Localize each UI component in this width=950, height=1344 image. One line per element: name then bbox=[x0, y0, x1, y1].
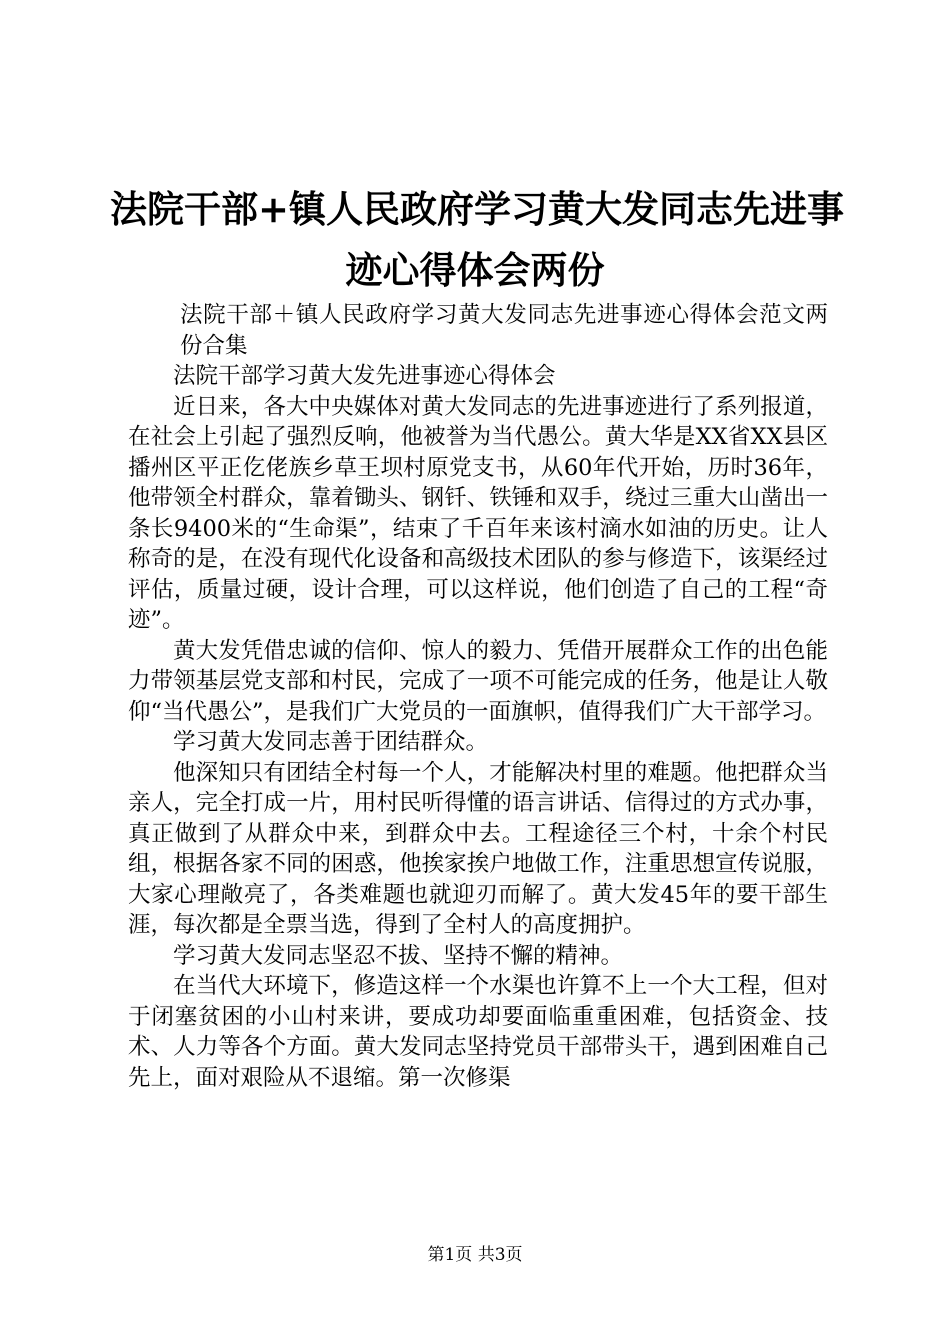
body-paragraph: 他深知只有团结全村每一个人，才能解决村里的难题。他把群众当亲人，完全打成一片，用村民听得懂的语言讲话、信得过的方式办事，真正做到了从群众中来，到群众中去。工程途径三个村，十余个村民组，根据各家不同的困惑，他挨家挨户地做工作，注重思想宣传说服，大家心理敞亮了，各类难题也就迎刃而解了。黄大发45年的要干部生涯，每次都是全票当选，得到了全村人的高度拥护。 bbox=[128, 759, 828, 938]
subtitle-paragraph: 法院干部＋镇人民政府学习黄大发同志先进事迹心得体会范文两份合集 bbox=[180, 302, 828, 359]
section-heading: 法院干部学习黄大发先进事迹心得体会 bbox=[173, 363, 556, 389]
body-paragraph: 在当代大环境下，修造这样一个水渠也许算不上一个大工程，但对于闭塞贫困的小山村来讲，要成功却要面临重重困难，包括资金、技术、人力等各个方面。黄大发同志坚持党员干部带头干，遇到困难自己先上，面对艰险从不退缩。第一次修渠 bbox=[128, 973, 828, 1091]
document-body bbox=[128, 300, 828, 1093]
document-title-line-2: 迹心得体会两份 bbox=[345, 248, 605, 292]
document-title-line-1: 法院干部+镇人民政府学习黄大发同志先进事 bbox=[110, 187, 845, 231]
body-paragraph: 黄大发凭借忠诚的信仰、惊人的毅力、凭借开展群众工作的出色能力带领基层党支部和村民，完成了一项不可能完成的任务，他是让人敬仰“当代愚公”，是我们广大党员的一面旗帜，值得我们广大干部学习。 bbox=[128, 637, 828, 725]
page-footer: 第1页 共3页 bbox=[427, 1245, 523, 1265]
body-paragraph: 近日来，各大中央媒体对黄大发同志的先进事迹进行了系列报道，在社会上引起了强烈反响，他被誉为当代愚公。黄大华是XX省XX县区播州区平正仡佬族乡草王坝村原党支书，从60年代开始，历时36年，他带领全村群众，靠着锄头、钢钎、铁锤和双手，绕过三重大山凿出一条长9400米的“生命渠”，结束了千百年来该村滴水如油的历史。让人称奇的是，在没有现代化设备和高级技术团队的参与修造下，该渠经过评估，质量过硬，设计合理，可以这样说，他们创造了自己的工程“奇迹”。 bbox=[128, 393, 828, 633]
body-paragraph: 学习黄大发同志善于团结群众。 bbox=[173, 729, 489, 755]
body-paragraph: 学习黄大发同志坚忍不拔、坚持不懈的精神。 bbox=[173, 942, 624, 969]
